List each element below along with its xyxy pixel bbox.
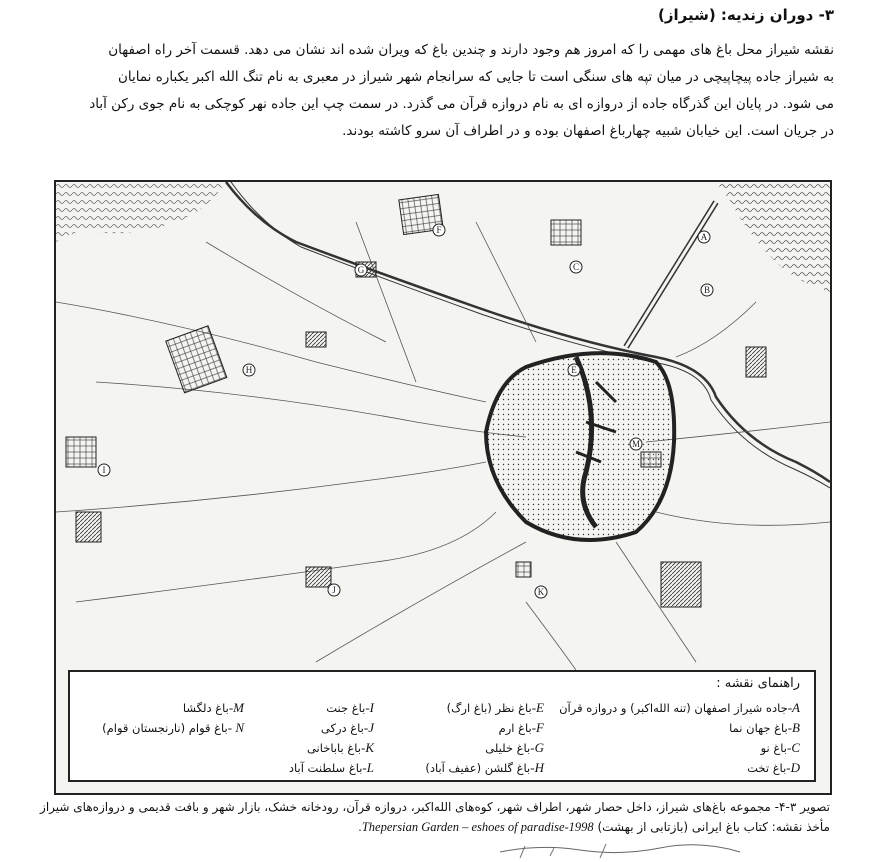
marker-a [698,231,710,243]
paragraph-line: نقشه شیراز محل باغ های مهمی را که امروز هم وجود دارند و چندین باغ که ویران شده اند نشان می دهد. قسمت آخر راه اصفهان [108,42,834,58]
svg-text:J: J [332,585,336,595]
paragraph-line: به شیراز جاده پیچاپیچی در میان تپه های سنگی است تا جایی که سرانجام شهر شیراز در معبری به نام تنگ الله اکبر یکباره نمایان [117,69,834,85]
legend-item: N -باغ قوام (نارنجستان قوام) [102,720,244,735]
mountains-right [716,182,830,292]
bottom-edge-fragment [480,838,780,862]
marker-h [243,364,255,376]
mountains-left [56,182,226,242]
legend-column-2 [374,698,544,778]
source-english: Thepersian Garden – eshoes of paradise-1998. [358,820,594,834]
legend-item: F-باغ ارم [498,720,544,735]
legend-item: E-باغ نظر (باغ ارگ) [446,700,544,715]
marker-i [98,464,110,476]
marker-e [568,364,580,376]
marker-j [328,584,340,596]
legend-item: M-باغ دلگشا [182,700,244,715]
map-legend [68,670,816,782]
marker-c [570,261,582,273]
svg-text:E: E [571,365,577,375]
paragraph-line: می شود. در پایان این گذرگاه جاده از دروازه ای به نام دروازه قرآن می گذرد. در سمت چپ این جاده نهر کوچکی به نام جوی رکن آباد [89,96,834,112]
legend-item: I-باغ جنت [326,700,374,715]
svg-text:F: F [436,225,442,235]
marker-g [355,264,367,276]
legend-item: B-باغ جهان نما [729,720,800,735]
svg-text:K: K [537,587,545,597]
svg-text:A: A [700,232,708,242]
legend-item: C-باغ نو [760,740,800,755]
body-paragraph [34,37,834,145]
svg-text:I: I [102,465,106,475]
paragraph-line: در جریان است. این خیابان شبیه چهارباغ اصفهان بوده و در اطراف آن سرو کاشته بودند. [342,123,834,139]
legend-title: راهنمای نقشه : [716,676,800,691]
legend-column-1 [559,698,800,778]
marker-k [535,586,547,598]
section-heading: ۳- دوران زندیه: (شیراز) [657,6,834,24]
legend-item: A-جاده شیراز اصفهان (تنه الله‌اکبر) و دروازه قرآن [559,700,800,715]
legend-item: H-باغ گلشن (عفیف آباد) [425,760,544,775]
svg-text:B: B [703,285,711,295]
svg-text:M: M [631,439,641,449]
legend-column-4 [74,698,244,738]
legend-item: L-باغ سلطنت آباد [288,760,374,775]
shiraz-map-figure [54,180,832,795]
svg-text:G: G [357,265,365,275]
legend-item: G-باغ خلیلی [485,740,544,755]
legend-item: K-باغ باباخانی [306,740,374,755]
legend-item: D-باغ تخت [747,760,800,775]
marker-f [433,224,445,236]
source-prefix: مأخذ نقشه: کتاب باغ ایرانی (بازتابی از بهشت) [597,820,830,834]
svg-text:H: H [245,365,253,375]
figure-source [30,818,830,836]
svg-text:C: C [572,262,580,272]
city-wall [486,353,674,540]
legend-item: J-باغ درکی [320,720,374,735]
figure-caption: تصویر ۳-۴- مجموعه باغ‌های شیراز، داخل حصار شهر، اطراف شهر، کوه‌های الله‌اکبر، دروازه قرآن، رودخانه خشک، بازار شهر و بافت قدیمی و دروازه‌های شیراز [40,800,830,814]
marker-m [630,438,642,450]
marker-b [701,284,713,296]
legend-column-3 [254,698,374,778]
